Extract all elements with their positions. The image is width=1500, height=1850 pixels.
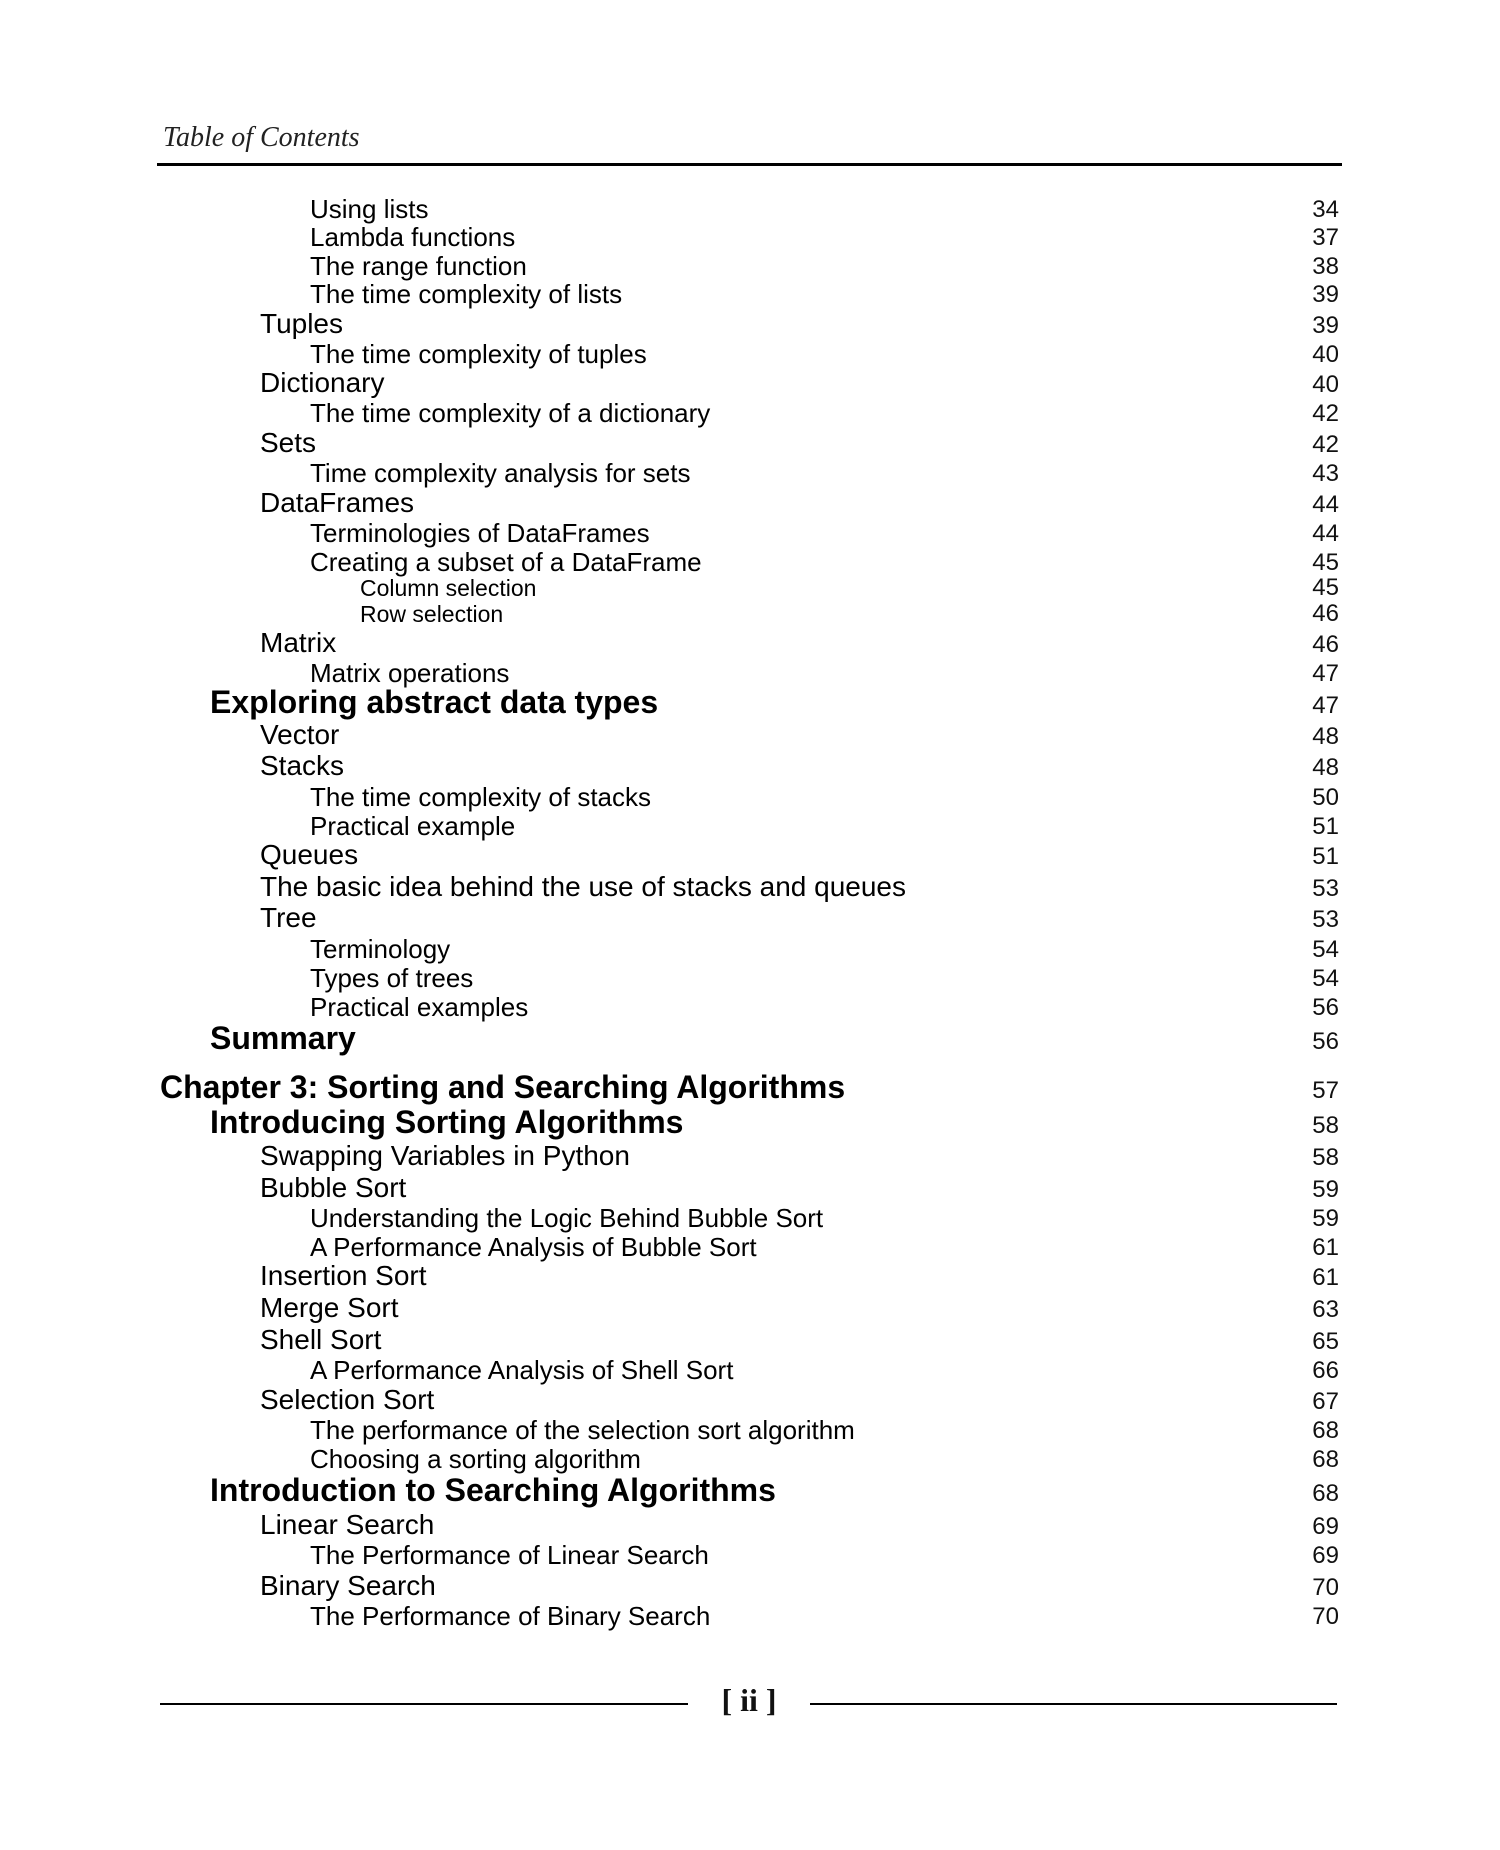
toc-entry[interactable] (0, 1589, 1500, 1629)
toc-entry-page-number: 50 (1312, 784, 1339, 811)
toc-entry-title: Using lists (310, 194, 429, 224)
toc-entry-title: Swapping Variables in Python (260, 1140, 630, 1171)
toc-entry-page-number: 68 (1312, 1417, 1339, 1444)
toc-entry-page-number: 39 (1312, 312, 1339, 339)
toc-entry-page-number: 63 (1312, 1296, 1339, 1323)
toc-entry-page-number: 59 (1312, 1176, 1339, 1203)
toc-entry-page-number: 47 (1312, 660, 1339, 687)
toc-entry-page-number: 42 (1312, 400, 1339, 427)
toc-entry-page-number: 53 (1312, 875, 1339, 902)
toc-entry-page-number: 54 (1312, 936, 1339, 963)
toc-entry-page-number: 42 (1312, 431, 1339, 458)
toc-entry-page-number: 40 (1312, 341, 1339, 368)
toc-entry-title: Binary Search (260, 1570, 436, 1601)
toc-entry-title: The performance of the selection sort algorithm (310, 1415, 855, 1445)
toc-entry-title: The time complexity of a dictionary (310, 398, 711, 428)
toc-entry-title: Chapter 3: Sorting and Searching Algorithms (160, 1069, 846, 1105)
toc-entry-title: Choosing a sorting algorithm (310, 1444, 641, 1474)
toc-entry-title: The time complexity of tuples (310, 339, 647, 369)
toc-entry-page-number: 51 (1312, 813, 1339, 840)
toc-entry-page-number: 40 (1312, 371, 1339, 398)
toc-entry-page-number: 58 (1312, 1112, 1339, 1139)
toc-entry-page-number: 68 (1312, 1480, 1339, 1507)
toc-entry-page-number: 39 (1312, 281, 1339, 308)
toc-entry-title: Linear Search (260, 1509, 435, 1540)
toc-entry-title: Lambda functions (310, 222, 516, 252)
toc-entry-page-number: 56 (1312, 1028, 1339, 1055)
toc-entry-title: Types of trees (310, 963, 474, 993)
toc-entry-title: Tree (260, 902, 317, 933)
toc-entry[interactable] (0, 1063, 1500, 1103)
toc-entry-title: The Performance of Linear Search (310, 1540, 709, 1570)
toc-entry-page-number: 58 (1312, 1144, 1339, 1171)
toc-entry-title: Practical example (310, 811, 516, 841)
toc-entry-title: Practical examples (310, 992, 529, 1022)
toc-entry-title: Introducing Sorting Algorithms (210, 1104, 684, 1140)
toc-entry-page-number: 53 (1312, 906, 1339, 933)
toc-entry-page-number: 70 (1312, 1574, 1339, 1601)
toc-entry-title: Tuples (260, 308, 344, 339)
toc-entry-title: Terminology (310, 934, 451, 964)
toc-entry-title: DataFrames (260, 487, 415, 518)
toc-entry-page-number: 45 (1312, 574, 1339, 601)
toc-entry-page-number: 57 (1312, 1077, 1339, 1104)
page-number: [ ii ] (721, 1682, 777, 1718)
toc-entry-page-number: 47 (1312, 692, 1339, 719)
toc-entry-title: Shell Sort (260, 1324, 382, 1355)
toc-entry-page-number: 43 (1312, 460, 1339, 487)
toc-entry-title: The time complexity of stacks (310, 782, 651, 812)
toc-entry-title: Matrix operations (310, 658, 510, 688)
toc-entry-title: Queues (260, 839, 359, 870)
toc-entry-page-number: 67 (1312, 1388, 1339, 1415)
toc-entry-page-number: 61 (1312, 1234, 1339, 1261)
toc-entry-page-number: 54 (1312, 965, 1339, 992)
toc-entry-title: The Performance of Binary Search (310, 1601, 711, 1631)
toc-entry-page-number: 45 (1312, 549, 1339, 576)
toc-entry-title: The time complexity of lists (310, 279, 623, 309)
toc-entry-page-number: 56 (1312, 994, 1339, 1021)
toc-entry-title: Insertion Sort (260, 1260, 427, 1291)
toc-entry-title: Terminologies of DataFrames (310, 518, 650, 548)
toc-entry-title: Understanding the Logic Behind Bubble Sort (310, 1203, 824, 1233)
toc-entry-page-number: 69 (1312, 1513, 1339, 1540)
toc-entry-title: A Performance Analysis of Shell Sort (310, 1355, 734, 1385)
toc-entry-title: Sets (260, 427, 317, 458)
running-header-title: Table of Contents (163, 122, 360, 153)
toc-entry-title: Column selection (360, 575, 537, 601)
toc-entry-page-number: 61 (1312, 1264, 1339, 1291)
toc-entry-page-number: 46 (1312, 631, 1339, 658)
toc-entry-page-number: 44 (1312, 491, 1339, 518)
toc-entry-page-number: 59 (1312, 1205, 1339, 1232)
toc-entry-page-number: 34 (1312, 196, 1339, 223)
toc-entry-title: Stacks (260, 750, 345, 781)
toc-entry-title: Selection Sort (260, 1384, 435, 1415)
toc-entry-title: Introduction to Searching Algorithms (210, 1472, 776, 1508)
toc-entry-title: The range function (310, 251, 527, 281)
toc-entry-title: Exploring abstract data types (210, 684, 659, 720)
toc-entry-page-number: 48 (1312, 723, 1339, 750)
toc-entry-title: Bubble Sort (260, 1172, 407, 1203)
toc-entry-page-number: 48 (1312, 754, 1339, 781)
toc-entry-page-number: 46 (1312, 600, 1339, 627)
toc-entry-title: A Performance Analysis of Bubble Sort (310, 1232, 757, 1262)
toc-entry-page-number: 51 (1312, 843, 1339, 870)
toc-entry-title: Row selection (360, 601, 504, 627)
toc-entry-page-number: 44 (1312, 520, 1339, 547)
toc-entry-page-number: 38 (1312, 253, 1339, 280)
toc-entry-page-number: 68 (1312, 1446, 1339, 1473)
footer-rule-right (810, 1703, 1337, 1705)
toc-entry-title: The basic idea behind the use of stacks and queues (260, 871, 906, 902)
toc-entry-title: Matrix (260, 627, 337, 658)
toc-entry-title: Summary (210, 1020, 356, 1056)
toc-entry-page-number: 70 (1312, 1603, 1339, 1630)
toc-entry-page-number: 69 (1312, 1542, 1339, 1569)
toc-entry-page-number: 37 (1312, 224, 1339, 251)
toc-entry-title: Time complexity analysis for sets (310, 458, 691, 488)
toc-entry[interactable] (0, 1014, 1500, 1054)
toc-entry-page-number: 66 (1312, 1357, 1339, 1384)
toc-entry-title: Creating a subset of a DataFrame (310, 547, 702, 577)
toc-entry-title: Dictionary (260, 367, 385, 398)
toc-entry-title: Merge Sort (260, 1292, 399, 1323)
footer-rule-left (160, 1703, 688, 1705)
toc-entry-title: Vector (260, 719, 340, 750)
toc-entry-page-number: 65 (1312, 1328, 1339, 1355)
